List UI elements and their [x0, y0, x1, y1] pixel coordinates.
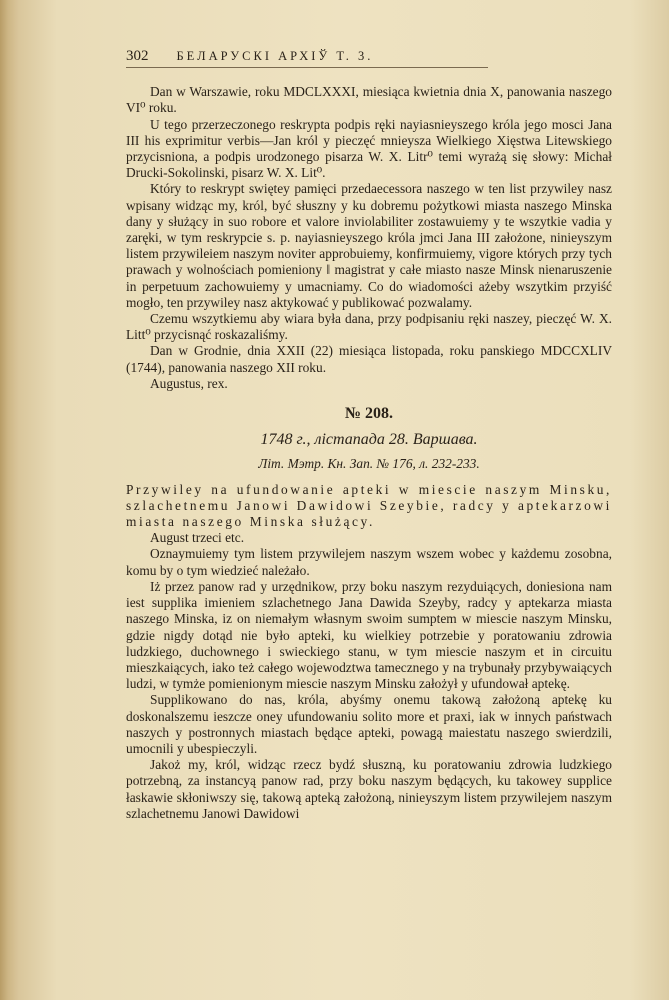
book-gutter [0, 0, 18, 1000]
paragraph: Iż przez panow rad y urzędnikow, przy boku naszym rezyduiących, doniesiona nam iest supplika imieniem szlachetnego Jana Dawida Szeyby, radcy y aptekarza miasta naszego Minska, iz on niemałym własnym swoim sumptem w miescie naszym Minsku, gdzie nigdy dotąd nie było apteki, ku wielkiey potrzebie y poratowaniu zdrowia ludzkiego, duchownego i swieckiego stanu, w tym miescie naszym et in circuitu mieszkaiących, iako też całego wojewodztwa tamecznego y na trybunały przybywaiących ludzi, w tymże pomienionym miescie naszym Minsku założył y ufundował aptekę. [126, 578, 612, 692]
paragraph: Dan w Warszawie, roku MDCLXXXI, miesiąca kwietnia dnia X, panowania naszego VI⁰ roku. [126, 84, 612, 116]
paragraph: August trzeci etc. [150, 530, 245, 546]
paragraph: Dan w Grodnie, dnia XXII (22) miesiąca listopada, roku panskiego MDCCXLIV (1744), panowania naszego XII roku. [126, 343, 612, 375]
page-number: 302 [126, 48, 149, 64]
running-title: БЕЛАРУСКІ АРХІЎ Т. 3. [176, 49, 374, 63]
signature: Augustus, rex. [150, 375, 228, 391]
paragraph: U tego przerzeczonego reskrypta podpis ręki nayiasnieyszego króla jego mosci Jana III his exprimitur verbis—Jan król y pieczęć mnieysza Wielkiego Xięstwa Litewskiego przycisniona, a podpis urodzonego pisarza W. X. Litr⁰ temi wyrażą się słowy: Michał Drucki-Sokolinski, pisarz W. X. Lit⁰. [126, 116, 612, 181]
document-date: 1748 г., лістапада 28. Варшава. [260, 431, 478, 449]
page-content [126, 48, 612, 822]
paragraph: Czemu wszytkiemu aby wiara była dana, przy podpisaniu ręki naszey, pieczęć W. X. Litt⁰ przycisnąć roskazaliśmy. [126, 311, 612, 343]
page-header [126, 48, 488, 68]
paragraph: Oznaymuiemy tym listem przywilejem naszym wszem wobec y każdemu zosobna, komu by o tym wiedzieć należało. [126, 546, 612, 578]
document-source: Літ. Мэтр. Кн. Зап. № 176, л. 232-233. [258, 456, 480, 472]
document-number: № 208. [344, 405, 394, 423]
paragraph: Jakoż my, król, widząc rzecz bydź słuszną, ku poratowaniu zdrowia ludzkiego potrzebną, za instancyą panow rad, przy boku naszym będących, ku takowey supplice łaskawie skłoniwszy się, takową apteką założoną, ninieyszym listem przywilejem naszym szlachetnemu Janowi Dawidowi [126, 757, 612, 821]
paragraph: Supplikowano do nas, króla, abyśmy onemu takową założoną aptekę ku doskonalszemu ieszcze oney ufundowaniu solito more et praxi, iak w innych państwach naszych y postronnych miastach będące apteki, powagą maiestatu naszego swierdzili, umocnili y ubespieczyli. [126, 692, 612, 756]
book-page [18, 0, 669, 1000]
paragraph: Który to reskrypt swiętey pamięci przedaecessora naszego w ten list przywiley nasz wpisany widząc my, król, być słuszny y ku dobremu pożytkowi miasta naszego Minska dany y służący in suo robore et valore inviolabiliter zostawuiemy y te wszytkie vadia y zaręki, w tym reskrypcie s. p. nayiasnieyszego króla jmci Jana III założone, ninieyszym listem przywileiem naszym noviter approbuiemy, konfirmuiemy, vigore których przy tych prawach y wolnościach pomieniony ‖ magistrat y całe miasto nasze Minsk nienaruszenie in perpetuum zachowuiemy y umacniamy. Co do wiadomości ażeby wszytkim przyiść mogło, ten przywiley nasz aktykować y publikować pozwalamy. [126, 181, 612, 310]
document-summary: Przywiley na ufundowanie apteki w miescie naszym Minsku, szlachetnemu Janowi Dawidowi Szeybie, radcy y aptekarzowi miasta naszego Minska służący. [126, 481, 612, 530]
